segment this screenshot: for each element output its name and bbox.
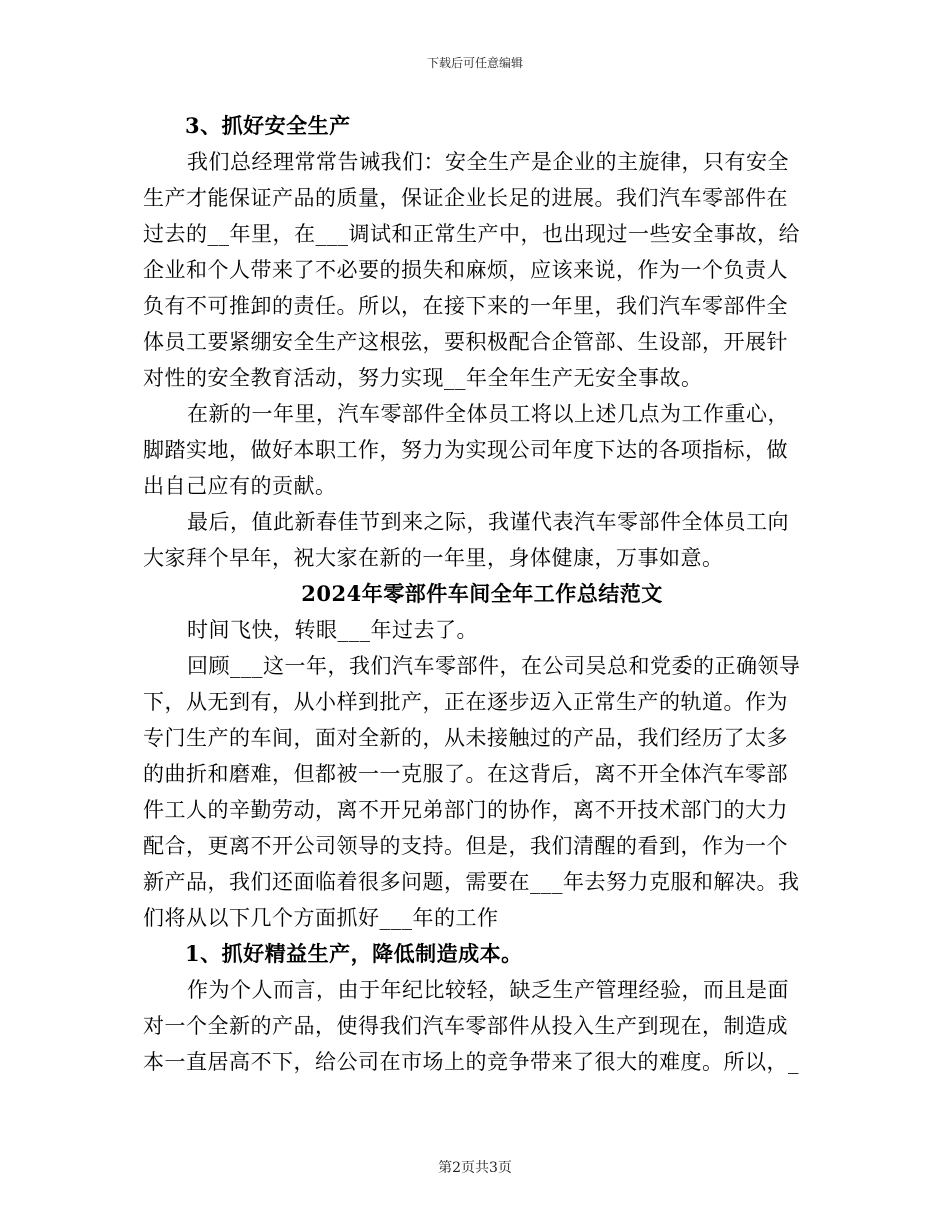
section-heading: 1、抓好精益生产，降低制造成本。 [185, 941, 523, 966]
text-line: 我们总经理常常告诫我们：安全生产是企业的主旋律，只有安全 [187, 150, 789, 174]
text-line: 企业和个人带来了不必要的损失和麻烦，应该来说，作为一个负责人 [143, 258, 788, 282]
text-line: 作为个人而言，由于年纪比较轻，缺乏生产管理经验，而且是面 [187, 978, 789, 1002]
text-line: 最后，值此新春佳节到来之际，我谨代表汽车零部件全体员工向 [187, 510, 789, 534]
text-line: 负有不可推卸的责任。所以，在接下来的一年里，我们汽车零部件全 [143, 294, 788, 318]
page-header: 下载后可任意编辑 [426, 56, 523, 70]
document-title: 2024年零部件车间全年工作总结范文 [301, 581, 663, 606]
text-line: 对一个全新的产品，使得我们汽车零部件从投入生产到现在，制造成 [143, 1014, 788, 1038]
section-heading: 3、抓好安全生产 [185, 113, 351, 138]
text-line: 生产才能保证产品的质量，保证企业长足的进展。我们汽车零部件在 [143, 186, 788, 210]
text-line: 脚踏实地，做好本职工作，努力为实现公司年度下达的各项指标，做 [143, 438, 788, 462]
text-line: 新产品，我们还面临着很多问题，需要在___年去努力克服和解决。我 [143, 870, 800, 894]
text-line: 对性的安全教育活动，努力实现__年全年生产无安全事故。 [143, 366, 703, 390]
text-line: 本一直居高不下，给公司在市场上的竞争带来了很大的难度。所以，_ [143, 1050, 799, 1074]
text-line: 们将从以下几个方面抓好___年的工作 [143, 906, 499, 930]
text-line: 时间飞快，转眼___年过去了。 [187, 618, 478, 642]
text-line: 过去的__年里，在___调试和正常生产中，也出现过一些安全事故，给 [143, 222, 800, 246]
text-line: 回顾___这一年，我们汽车零部件，在公司吴总和党委的正确领导 [187, 654, 801, 678]
text-line: 在新的一年里，汽车零部件全体员工将以上述几点为工作重心， [187, 402, 789, 426]
document-body [143, 108, 803, 1080]
text-line: 专门生产的车间，面对全新的，从未接触过的产品，我们经历了太多 [143, 726, 788, 750]
text-line: 下，从无到有，从小样到批产，正在逐步迈入正常生产的轨道。作为 [143, 690, 788, 714]
text-line: 出自己应有的贡献。 [143, 474, 337, 498]
page-footer: 第2页共3页 [438, 1160, 512, 1176]
text-line: 体员工要紧绷安全生产这根弦，要积极配合企管部、生设部，开展针 [143, 330, 788, 354]
text-line: 大家拜个早年，祝大家在新的一年里，身体健康，万事如意。 [143, 546, 724, 570]
text-line: 件工人的辛勤劳动，离不开兄弟部门的协作，离不开技术部门的大力 [143, 798, 788, 822]
text-line: 的曲折和磨难，但都被一一克服了。在这背后，离不开全体汽车零部 [143, 762, 788, 786]
text-line: 配合，更离不开公司领导的支持。但是，我们清醒的看到，作为一个 [143, 834, 788, 858]
